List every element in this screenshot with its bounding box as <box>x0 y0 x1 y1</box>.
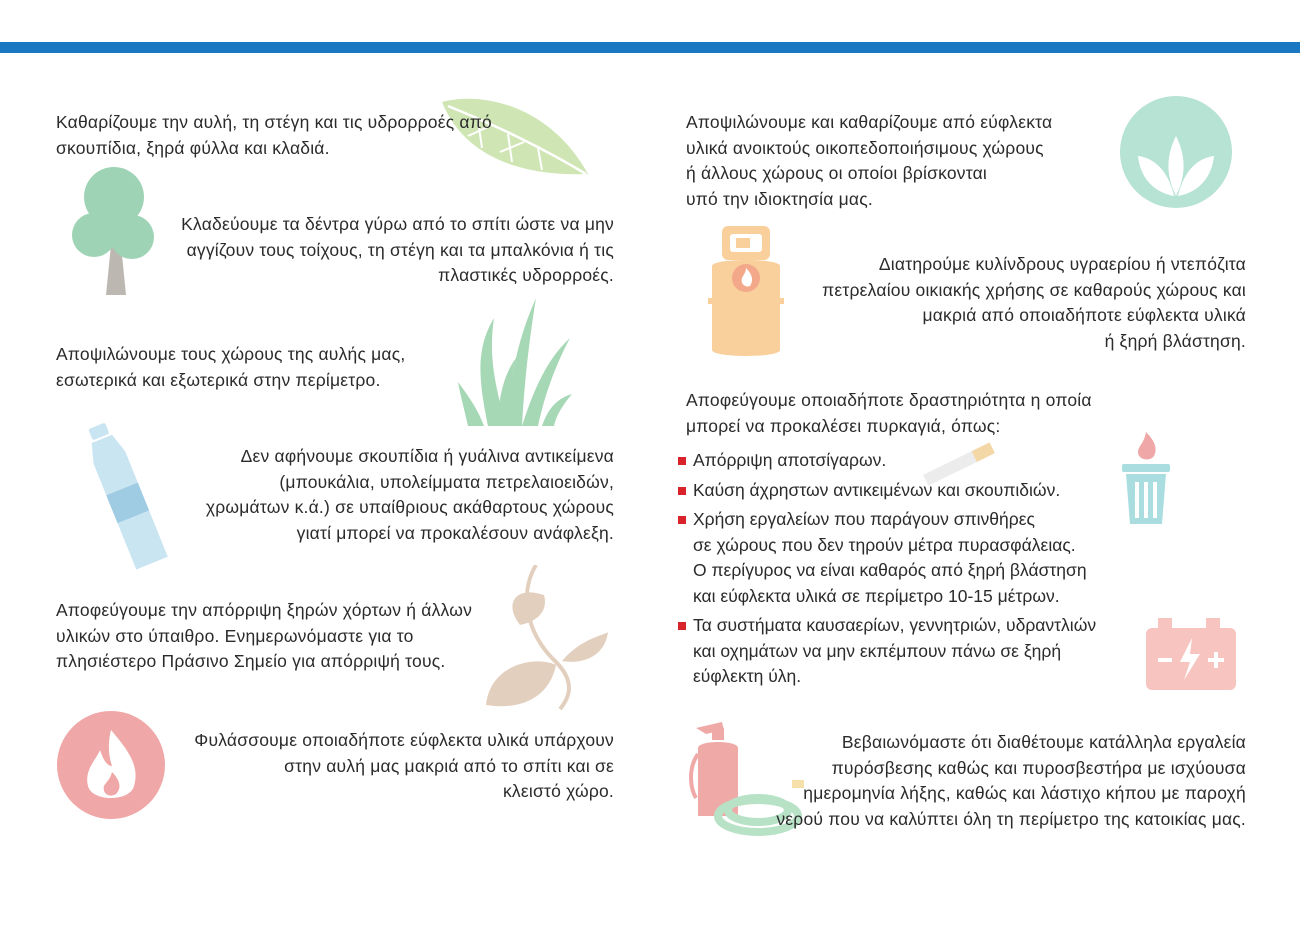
text-line: γιατί μπορεί να προκαλέσουν ανάφλεξη. <box>296 522 614 543</box>
grass-icon <box>458 298 578 428</box>
text-line: στην αυλή μας μακριά από το σπίτι και σε <box>284 755 614 776</box>
text-line: Ο περίγυρος να είναι καθαρός από ξηρή βλάστηση <box>693 560 1087 580</box>
text-line: και οχημάτων να μην εκπέμπουν πάνω σε ξηρή <box>693 640 1062 661</box>
text-line: Αποφεύγουμε οποιαδήποτε δραστηριότητα η οποία <box>686 390 1092 410</box>
left-paragraph-2 <box>96 212 614 289</box>
text-line: εσωτερικά και εξωτερικά στην περίμετρο. <box>56 369 381 390</box>
text-line: Διατηρούμε κυλίνδρους υγραερίου ή ντεπόζιτα <box>878 254 1246 274</box>
text-line: Αποφεύγουμε την απόρριψη ξηρών χόρτων ή άλλων <box>56 600 473 620</box>
left-paragraph-4 <box>96 444 614 546</box>
text-line: Καύση άχρηστων αντικειμένων και σκουπιδιών. <box>693 479 1061 500</box>
top-blue-bar <box>0 42 1300 53</box>
bullet-square-icon <box>678 457 686 465</box>
text-line: σε χώρους που δεν τηρούν μέτρα πυρασφάλειας. <box>693 534 1076 555</box>
text-line: Κλαδεύουμε τα δέντρα γύρω από το σπίτι ώστε να μην <box>181 214 614 234</box>
text-line: Αποψιλώνουμε τους χώρους της αυλής μας, <box>56 344 406 364</box>
right-paragraph-4 <box>686 730 1246 832</box>
text-line: πλησιέστερο Πράσινο Σημείο για απόρριψή τους. <box>56 651 446 671</box>
text-line: Απόρριψη αποτσίγαρων. <box>693 450 887 470</box>
text-line: υλικών στο ύπαιθρο. Ενημερωνόμαστε για το <box>56 625 414 646</box>
text-line: Βεβαιωνόμαστε ότι διαθέτουμε κατάλληλα εργαλεία <box>841 732 1246 752</box>
text-line: Αποψιλώνουμε και καθαρίζουμε από εύφλεκτα <box>686 112 1053 132</box>
right-paragraph-1 <box>686 110 1052 212</box>
activity-bullet-list <box>676 448 1216 690</box>
bullet-square-icon <box>678 487 686 495</box>
text-line: μακριά από οποιαδήποτε εύφλεκτα υλικά <box>922 305 1246 325</box>
text-line: κλειστό χώρο. <box>502 781 614 801</box>
text-line: Χρήση εργαλείων που παράγουν σπινθήρες <box>693 509 1035 529</box>
text-line: πυρόσβεσης καθώς και πυροσβεστήρα με ισχύουσα <box>831 757 1246 778</box>
bullet-square-icon <box>678 622 686 630</box>
text-line: ή ξηρή βλάστηση. <box>1104 330 1246 351</box>
bullet-item <box>676 613 1216 690</box>
right-paragraph-2 <box>716 252 1246 354</box>
text-line: ή άλλους χώρους οι οποίοι βρίσκονται <box>686 163 987 183</box>
text-line: ημερομηνία λήξης, καθώς και λάστιχο κήπου με παροχή <box>803 783 1246 803</box>
left-paragraph-3 <box>56 342 405 393</box>
text-line: Δεν αφήνουμε σκουπίδια ή γυάλινα αντικείμενα <box>240 446 614 466</box>
left-paragraph-5 <box>56 598 472 675</box>
left-paragraph-6 <box>86 728 614 805</box>
text-line: Φυλάσσουμε οποιαδήποτε εύφλεκτα υλικά υπάρχουν <box>194 730 614 750</box>
bullet-square-icon <box>678 516 686 524</box>
text-line: σκουπίδια, ξηρά φύλλα και κλαδιά. <box>56 137 330 158</box>
right-paragraph-3 <box>686 388 1092 439</box>
text-line: πλαστικές υδρορροές. <box>438 265 614 285</box>
branch-icon <box>484 565 612 711</box>
text-line: (μπουκάλια, υπολείμματα πετρελαιοειδών, <box>279 471 614 492</box>
text-line: νερού που να καλύπτει όλη τη περίμετρο της κατοικίας μας. <box>776 808 1246 829</box>
text-line: Τα συστήματα καυσαερίων, γεννητριών, υδραντλιών <box>693 615 1097 635</box>
bullet-item <box>676 448 1216 474</box>
left-paragraph-1 <box>56 110 492 161</box>
lotus-circle-icon <box>1118 96 1234 208</box>
bullet-item <box>676 507 1216 609</box>
text-line: χρωμάτων κ.ά.) σε υπαίθριους ακάθαρτους χώρους <box>205 497 614 517</box>
text-line: Καθαρίζουμε την αυλή, τη στέγη και τις υδρορροές από <box>56 112 492 132</box>
bullet-item <box>676 478 1216 504</box>
text-line: μπορεί να προκαλέσει πυρκαγιά, όπως: <box>686 415 1001 436</box>
text-line: αγγίζουν τους τοίχους, τη στέγη και τα μπαλκόνια ή τις <box>186 239 614 260</box>
text-line: και εύφλεκτα υλικά σε περίμετρο 10-15 μέτρων. <box>693 585 1060 606</box>
text-line: υλικά ανοικτούς οικοπεδοποιήσιμους χώρους <box>686 137 1044 158</box>
text-line: εύφλεκτη ύλη. <box>693 666 802 686</box>
text-line: πετρελαίου οικιακής χρήσης σε καθαρούς χώρους και <box>822 279 1246 300</box>
text-line: υπό την ιδιοκτησία μας. <box>686 188 873 209</box>
